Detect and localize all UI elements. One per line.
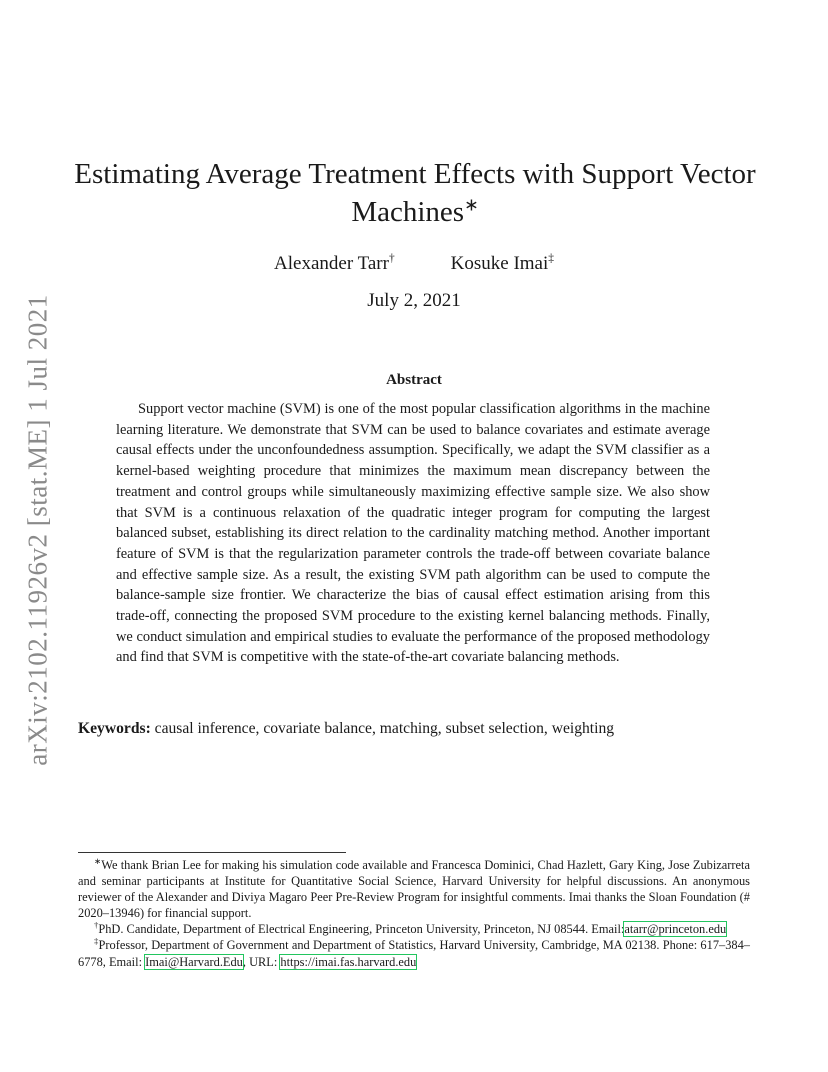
paper-title bbox=[70, 155, 760, 231]
footnote-mark: ‡ bbox=[94, 936, 99, 947]
footnote-divider bbox=[78, 852, 346, 853]
footnotes bbox=[78, 857, 750, 970]
footnote-text: Professor, Department of Government and Department of Statistics, Harvard University, Cambridge, MA 02138. Phone: 617–384–6778, Email: bbox=[78, 938, 750, 969]
author-imai bbox=[451, 253, 554, 275]
title-footnote-mark: ∗ bbox=[464, 194, 479, 215]
author-list bbox=[0, 253, 828, 275]
footnote-text: PhD. Candidate, Department of Electrical Engineering, Princeton University, Princeton, NJ 08544. Email: bbox=[98, 922, 625, 937]
footnote-tarr-affiliation bbox=[78, 921, 750, 937]
footnote-mark: ∗ bbox=[94, 855, 102, 866]
url-label: , URL: bbox=[242, 954, 281, 969]
keywords-text: causal inference, covariate balance, matching, subset selection, weighting bbox=[154, 720, 615, 737]
arxiv-identifier: arXiv:2102.11926v2 [stat.ME] 1 Jul 2021 bbox=[22, 294, 53, 766]
imai-website-link[interactable]: https://imai.fas.harvard.edu bbox=[280, 954, 417, 969]
tarr-email-link[interactable]: atarr@princeton.edu bbox=[624, 922, 727, 937]
author-name: Alexander Tarr bbox=[274, 253, 389, 274]
footnote-text: We thank Brian Lee for making his simulation code available and Francesca Dominici, Chad Hazlett, Gary King, Jose Zubizarreta and seminar participants at Institute for Quantitative Social Science, Harvard University for helpful discussions. An anonymous reviewer of the Alexander and Diviya Magaro Peer Pre-Review Program for insightful comments. Imai thanks the Sloan Foundation (# 2020–13946) for financial support. bbox=[78, 858, 750, 921]
author-footnote-mark: † bbox=[388, 252, 395, 265]
author-name: Kosuke Imai bbox=[450, 253, 549, 274]
keywords-label: Keywords: bbox=[78, 720, 151, 737]
paper-title-text: Estimating Average Treatment Effects with Support Vector Machines bbox=[74, 158, 756, 228]
abstract-body: Support vector machine (SVM) is one of the most popular classification algorithms in the machine learning literature. We demonstrate that SVM can be used to balance covariates and estimate average causal effects under the unconfoundedness assumption. Specifically, we adapt the SVM classifier as a kernel-based weighting procedure that minimizes the maximum mean discrepancy between the treatment and control groups while simultaneously maximizing effective sample size. We also show that SVM is a continuous relaxation of the quadratic integer program for computing the largest balanced subset, establishing its direct relation to the cardinality matching method. Another important feature of SVM is that the regularization parameter controls the trade-off between covariate balance and effective sample size. As a result, the existing SVM path algorithm can be used to compute the balance-sample size frontier. We characterize the bias of causal effect estimation arising from this trade-off, connecting the proposed SVM procedure to the existing kernel balancing methods. Finally, we conduct simulation and empirical studies to evaluate the performance of the proposed methodology and find that SVM is competitive with the state-of-the-art covariate balancing methods. bbox=[116, 401, 710, 666]
author-footnote-mark: ‡ bbox=[548, 252, 554, 265]
footnote-acknowledgments bbox=[78, 857, 750, 921]
keywords-line bbox=[78, 720, 758, 738]
publication-date: July 2, 2021 bbox=[367, 290, 461, 311]
imai-email-link[interactable]: Imai@Harvard.Edu bbox=[145, 954, 243, 969]
footnote-imai-affiliation bbox=[78, 937, 750, 969]
abstract-heading: Abstract bbox=[386, 372, 442, 388]
footnote-mark: † bbox=[94, 920, 99, 931]
author-tarr bbox=[274, 253, 395, 275]
